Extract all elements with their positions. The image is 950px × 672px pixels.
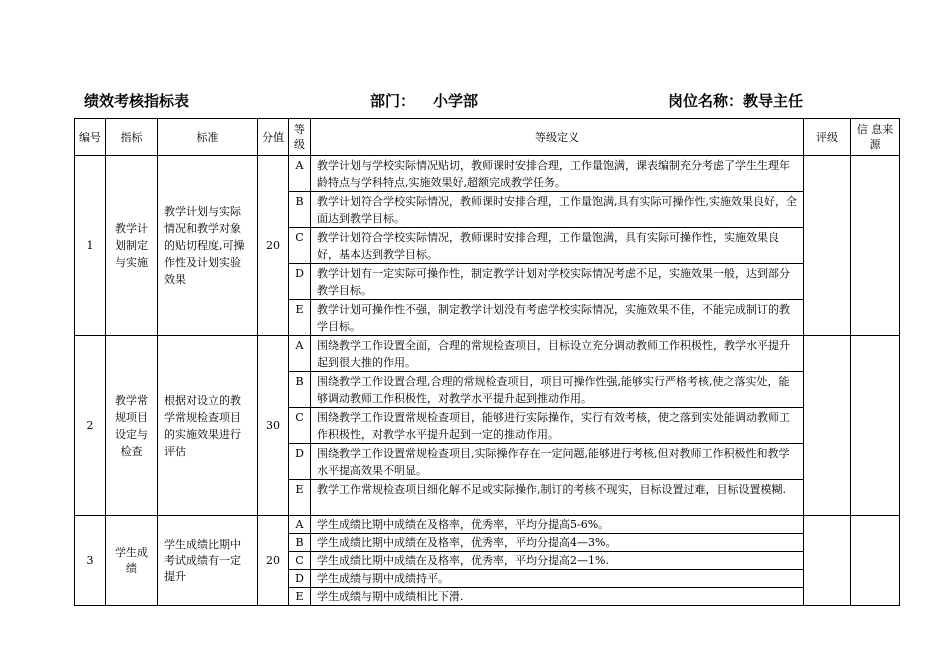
grade-cell: D	[289, 570, 311, 588]
rating-cell[interactable]	[804, 516, 851, 606]
grade-definition: 围绕教学工作设置常规检查项目，能够进行实际操作，实行有效考核，使之落到实处能调动教师工作积极性，对教学水平提升起到一定的推动作用。	[311, 408, 804, 444]
indicator-cell: 学生成绩	[106, 516, 158, 606]
score-cell: 20	[258, 156, 289, 336]
row-number: 3	[75, 516, 106, 606]
position-value: 教导主任	[743, 92, 804, 110]
grade-cell: B	[289, 534, 311, 552]
col-header-no: 编号	[75, 119, 106, 156]
score-cell: 20	[258, 516, 289, 606]
grade-definition: 教学工作常规检查项目细化解不足或实际操作,制订的考核不现实，目标设置过难，目标设置模糊.	[311, 480, 804, 516]
grade-definition: 教学计划与学校实际情况贴切，教师课时安排合理，工作量饱满，课表编制充分考虑了学生生理年龄特点与学科特点,实施效果好,超额完成教学任务。	[311, 156, 804, 192]
grade-cell: C	[289, 408, 311, 444]
grade-definition: 学生成绩与期中成绩持平。	[311, 570, 804, 588]
grade-cell: A	[289, 336, 311, 372]
grade-cell: D	[289, 444, 311, 480]
col-header-rating: 评级	[804, 119, 851, 156]
col-header-source: 信 息来源	[851, 119, 900, 156]
grade-cell: B	[289, 192, 311, 228]
grade-cell: C	[289, 228, 311, 264]
grade-cell: A	[289, 516, 311, 534]
grade-definition: 教学计划有一定实际可操作性，制定教学计划对学校实际情况考虑不足，实施效果一般，达到部分教学目标。	[311, 264, 804, 300]
grade-definition: 学生成绩与期中成绩相比下滑.	[311, 588, 804, 606]
department-info	[370, 90, 478, 111]
col-header-grade: 等级	[289, 119, 311, 156]
kpi-table	[74, 118, 900, 606]
position-info	[668, 90, 803, 111]
score-cell: 30	[258, 336, 289, 516]
department-label: 部门：	[370, 92, 416, 110]
table-row	[75, 156, 900, 192]
grade-cell: E	[289, 588, 311, 606]
indicator-cell: 教学常规项目设定与检查	[106, 336, 158, 516]
position-label: 岗位名称：	[668, 92, 744, 110]
grade-cell: A	[289, 156, 311, 192]
rating-cell[interactable]	[804, 336, 851, 516]
grade-cell: B	[289, 372, 311, 408]
table-row	[75, 516, 900, 534]
row-number: 2	[75, 336, 106, 516]
grade-cell: E	[289, 300, 311, 336]
row-number: 1	[75, 156, 106, 336]
grade-definition: 教学计划符合学校实际情况，教师课时安排合理，工作量饱满，具有实际可操作性，实施效果良好，基本达到教学目标。	[311, 228, 804, 264]
grade-definition: 教学计划符合学校实际情况，教师课时安排合理，工作量饱满,具有实际可操作性,实施效果良好，全面达到教学目标。	[311, 192, 804, 228]
col-header-definition: 等级定义	[311, 119, 804, 156]
grade-definition: 学生成绩比期中成绩在及格率，优秀率，平均分提高4—3%。	[311, 534, 804, 552]
standard-cell: 根据对设立的教学常规检查项目的实施效果进行评估	[158, 336, 258, 516]
grade-definition: 学生成绩比期中成绩在及格率，优秀率，平均分提高5-6%。	[311, 516, 804, 534]
col-header-score: 分值	[258, 119, 289, 156]
standard-cell: 教学计划与实际情况和教学对象的贴切程度,可操作性及计划实验效果	[158, 156, 258, 336]
grade-cell: D	[289, 264, 311, 300]
source-cell[interactable]	[851, 156, 900, 336]
department-value: 小学部	[433, 92, 479, 110]
table-row	[75, 336, 900, 372]
col-header-standard: 标准	[158, 119, 258, 156]
grade-cell: C	[289, 552, 311, 570]
grade-definition: 围绕教学工作设置全面，合理的常规检查项目，目标设立充分调动教师工作积极性，教学水平提升起到很大推的作用。	[311, 336, 804, 372]
grade-definition: 学生成绩比期中成绩在及格率，优秀率，平均分提高2—1%.	[311, 552, 804, 570]
source-cell[interactable]	[851, 516, 900, 606]
grade-definition: 教学计划可操作性不强，制定教学计划没有考虑学校实际情况，实施效果不佳，不能完成制订的教学目标。	[311, 300, 804, 336]
indicator-cell: 教学计划制定与实施	[106, 156, 158, 336]
grade-cell: E	[289, 480, 311, 516]
source-cell[interactable]	[851, 336, 900, 516]
grade-definition: 围绕教学工作设置合理,合理的常规检查项目，项目可操作性强,能够实行严格考核,使之落实处，能够调动教师工作积极性，对教学水平提升起到推动作用。	[311, 372, 804, 408]
page-title: 绩效考核指标表	[84, 92, 190, 110]
rating-cell[interactable]	[804, 156, 851, 336]
standard-cell: 学生成绩比期中考试成绩有一定提升	[158, 516, 258, 606]
table-header-row	[75, 119, 900, 156]
col-header-indicator: 指标	[106, 119, 158, 156]
grade-definition: 围绕教学工作设置常规检查项目,实际操作存在一定问题,能够进行考核,但对教师工作积极性和教学水平提高效果不明显。	[311, 444, 804, 480]
